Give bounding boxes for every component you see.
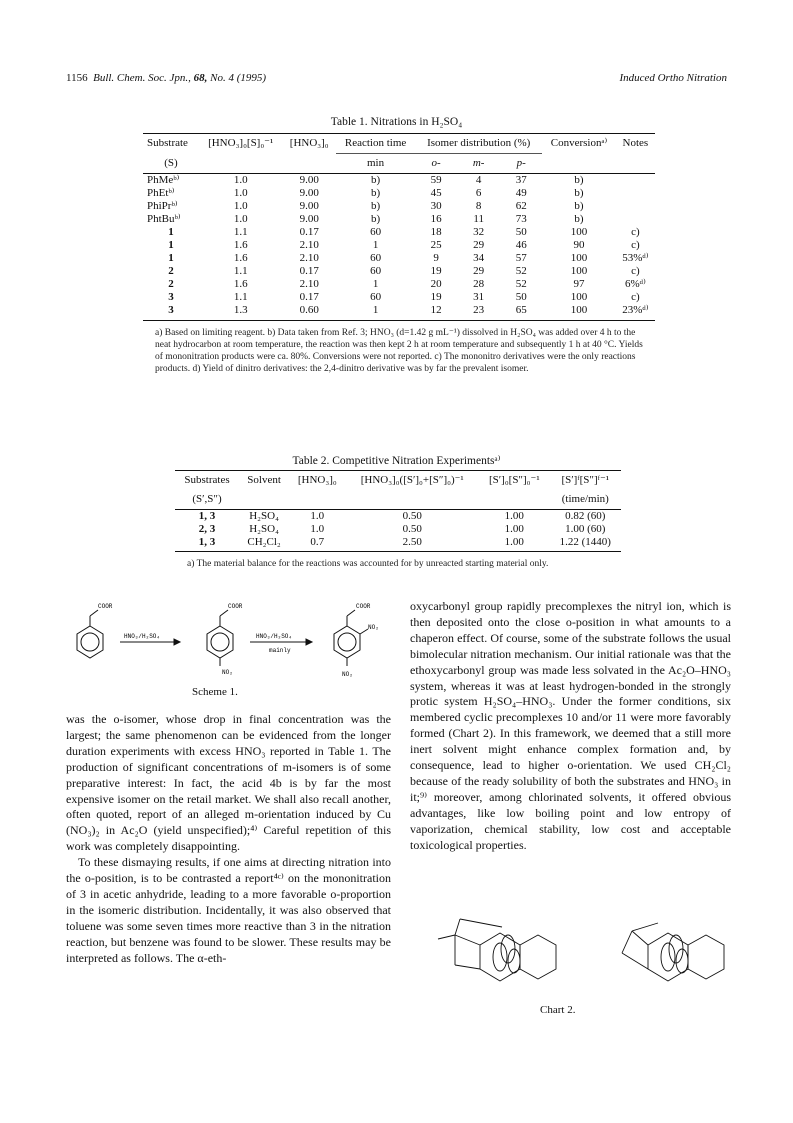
t2-col-ratio2: [S′]₀[S″]₀⁻¹ — [488, 474, 540, 486]
t1-cell: 100 — [570, 304, 588, 316]
t1-cell — [616, 174, 655, 188]
t1-cell: 60 — [370, 252, 382, 264]
t1-cell: 32 — [473, 226, 485, 238]
t1-cell: 18 — [430, 226, 442, 238]
t1-row — [143, 213, 655, 226]
t1-cell: 1.1 — [233, 226, 248, 238]
t2-cell: H₂SO₄ — [249, 510, 279, 522]
t1-cell: 60 — [370, 291, 382, 303]
t1-cell: 34 — [473, 252, 485, 264]
t1-cell: 23 — [473, 304, 485, 316]
t2-sub-e2 — [289, 490, 345, 510]
t1-sub-o: o- — [415, 154, 457, 174]
t1-cell: 60 — [370, 265, 382, 277]
t1-cell: 1 — [168, 226, 174, 238]
t1-cell: PhiPrᵇ⁾ — [147, 200, 178, 212]
t1-row — [143, 252, 655, 265]
t1-cell: 2 — [168, 265, 174, 277]
t2-cell: 1, 3 — [198, 510, 216, 522]
t2-col-ratio3: [S′]ᶠ[S″]ᶠ⁻¹ — [561, 474, 610, 486]
t1-cell — [616, 213, 655, 226]
t1-cell: 29 — [473, 265, 485, 277]
t1-cell: 1.0 — [233, 174, 248, 186]
scheme1-nitro-2: NO₂ — [368, 624, 379, 631]
t1-cell: 6 — [475, 187, 482, 199]
t1-row — [143, 239, 655, 252]
t1-cell: 100 — [570, 265, 588, 277]
t1-sub-empty1 — [199, 154, 283, 174]
left-paragraph-2: To these dismaying results, if one aims at directing nitration into the o-position, is to be contrasted a report⁴ᶜ⁾ on the mononitration of 3 in acetic anhydride, leading to a more favorable o-proportion in the isomeric distribution. Incidentally, it was also observed that toluene was some seven times more reactive than 3 in the nitration reaction, but benzene was found to be slower. These results may be interpreted as follows. The α-eth- — [66, 855, 391, 965]
t2-cell: 1.00 (60) — [565, 523, 606, 535]
t1-cell: 1.6 — [233, 278, 248, 290]
t1-cell: 1 — [168, 239, 174, 251]
table2-header-row — [175, 471, 621, 491]
table2 — [175, 470, 621, 570]
t2-sub-e4 — [479, 490, 550, 510]
scheme1-nitro-3: NO₂ — [342, 671, 353, 678]
t1-cell: 57 — [515, 252, 527, 264]
scheme1-group-2: COOR — [228, 603, 243, 610]
t1-cell: 1 — [372, 304, 379, 316]
t1-cell: 45 — [430, 187, 442, 199]
t1-cell: 50 — [515, 291, 527, 303]
t1-cell — [616, 187, 655, 200]
table2-footnote: a) The material balance for the reactions was accounted for by unreacted starting material only. — [187, 559, 549, 569]
t1-col-ratio: [HNO₃]₀[S]₀⁻¹ — [208, 137, 274, 150]
t1-cell: 0.17 — [299, 265, 319, 277]
t1-sub-empty2 — [282, 154, 335, 174]
t2-cell: 1, 3 — [198, 536, 216, 548]
t1-cell: 28 — [473, 278, 485, 290]
right-paragraph-1: oxycarbonyl group rapidly precomplexes the nitryl ion, which is then deposited onto the close o-position in what amounts to a chaperon effect. Of course, some of the substrate follows the usual bimolecular nitration mechanism. Our initial rationale was that the ethoxycarbonyl group was made less solvated in the Ac₂O–HNO₃ system, whereas it was at least hydrogen-bonded in the strongly protic system H₂SO₄–HNO₃. Under the former conditions, six membered cyclic precomplexes 10 and/or 11 were more favorably formed (Chart 2). In this framework, we deemed that a still more inert solvent might enhance complex formation and, by consequence, lead to higher o-orientation. We used CH₂Cl₂ because of the ready solubility of both the substrates and HNO₃ in it;⁹⁾ moreover, among chlorinated solvents, it offered obvious advantages, like low boiling point and low entropy of vaporization, chemical stability, low cost and acceptable toxicological properties. — [410, 599, 731, 852]
t1-cell: b) — [370, 187, 381, 199]
t1-cell: 37 — [515, 174, 527, 186]
table1-subheader-row — [143, 154, 655, 174]
t1-cell: 31 — [473, 291, 485, 303]
t1-cell: 9 — [433, 252, 439, 264]
t1-sub-empty4 — [616, 154, 655, 174]
t1-cell: 3 — [168, 291, 174, 303]
t2-sub-e3 — [345, 490, 479, 510]
t1-cell: 1.6 — [233, 239, 248, 251]
t1-cell: 52 — [515, 265, 527, 277]
t1-cell: 60 — [370, 226, 382, 238]
scheme1-group-1: COOR — [98, 603, 113, 610]
t1-row — [143, 200, 655, 213]
t2-cell: 1.0 — [310, 523, 325, 535]
t1-cell: PhEtᵇ⁾ — [147, 187, 175, 199]
t1-row — [143, 304, 655, 317]
scheme1-reagent-2-note: mainly — [269, 647, 291, 654]
t1-cell: PhtBuᵇ⁾ — [147, 213, 181, 225]
scheme1-reagent-1: HNO₃/H₂SO₄ — [124, 633, 161, 640]
t2-cell: 1.22 (1440) — [559, 536, 611, 548]
scheme1-label: Scheme 1. — [192, 686, 238, 698]
t1-cell: 1.1 — [233, 291, 248, 303]
t1-cell: 100 — [570, 291, 588, 303]
t2-row — [175, 510, 621, 524]
t2-sub-s: (S′,S″) — [192, 493, 222, 505]
chart2-drawing — [410, 905, 731, 1000]
t1-cell: 23%ᵈ⁾ — [622, 304, 649, 316]
t1-cell: 11 — [473, 213, 484, 225]
chart2-figure — [410, 905, 731, 1020]
t2-cell: 0.7 — [310, 536, 325, 548]
t1-cell: 1.6 — [233, 252, 248, 264]
t2-row — [175, 523, 621, 536]
left-column — [66, 712, 391, 967]
t1-col-isomer: Isomer distribution (%) — [427, 137, 531, 149]
scheme1-group-3: COOR — [356, 603, 371, 610]
t2-row — [175, 536, 621, 549]
t1-cell: 1.3 — [233, 304, 248, 316]
t1-cell: b) — [574, 187, 584, 199]
right-column — [410, 599, 731, 854]
t1-cell: 50 — [515, 226, 527, 238]
t1-cell: c) — [631, 265, 640, 277]
t1-cell: 65 — [515, 304, 527, 316]
t1-sub-s: (S) — [164, 156, 178, 169]
t1-cell: 6%ᵈ⁾ — [624, 278, 646, 290]
t1-cell: 46 — [515, 239, 527, 251]
t2-cell: 0.82 (60) — [565, 510, 606, 522]
t2-cell: 1.00 — [504, 510, 524, 522]
t1-cell: 59 — [430, 174, 442, 186]
table1-footnote: a) Based on limiting reagent. b) Data taken from Ref. 3; HNO₃ (d=1.42 g mL⁻¹) dissolved in H₂SO₄ was added over 4 h to the neat hydrocarbon at room temperature, the reaction was then kept 2 h at room temperature and subsequently 1 h at 40 °C. Yields of mononitration products were ca. 80%. Conversions were not reported. c) The mononitro derivatives were the only reactions products. d) Yield of dinitro derivatives: the 2,4-dinitro derivative was by far the prevalent isomer. — [155, 328, 643, 374]
t1-cell: 2.10 — [299, 278, 319, 290]
t1-cell: b) — [574, 174, 584, 186]
t2-cell: 1.00 — [504, 523, 524, 535]
t2-cell: H₂SO₄ — [249, 523, 279, 535]
t1-col-conversion: Conversionᵃ⁾ — [550, 137, 608, 150]
t1-cell: b) — [370, 174, 381, 186]
t2-col-substrates: Substrates — [184, 474, 230, 486]
t1-cell: 52 — [515, 278, 527, 290]
t1-sub-p: p- — [500, 154, 542, 174]
t2-sub-time: (time/min) — [561, 493, 609, 505]
t1-cell: PhMeᵇ⁾ — [147, 174, 180, 186]
t1-cell: b) — [370, 213, 381, 225]
t1-cell: 1 — [372, 278, 379, 290]
t1-cell: b) — [370, 200, 381, 212]
scheme1-nitro-1: NO₂ — [222, 669, 233, 676]
scheme1-reagent-2: HNO₃/H₂SO₄ — [256, 633, 293, 640]
t1-row — [143, 278, 655, 291]
t2-col-solvent: Solvent — [247, 474, 281, 486]
t2-cell: CH₂Cl₂ — [247, 536, 281, 548]
t1-cell: 53%ᵈ⁾ — [622, 252, 649, 264]
t1-cell: c) — [631, 239, 640, 251]
running-header-left: 1156 Bull. Chem. Soc. Jpn., 68, No. 4 (1995) — [66, 72, 267, 84]
t1-cell: 9.00 — [299, 213, 319, 225]
t1-cell: 0.60 — [299, 304, 319, 316]
table1 — [143, 133, 655, 375]
t1-cell: 1.0 — [233, 213, 248, 225]
t1-cell: 62 — [515, 200, 527, 212]
t1-cell: 100 — [570, 226, 588, 238]
t2-col-ratio1: [HNO₃]₀([S′]₀+[S″]₀)⁻¹ — [360, 474, 464, 486]
t1-col-substrate: Substrate — [147, 137, 188, 150]
t1-row — [143, 174, 655, 188]
t1-cell: 0.17 — [299, 226, 319, 238]
table2-subheader-row — [175, 490, 621, 510]
t1-cell: 1.0 — [233, 200, 248, 212]
t1-cell: 2 — [168, 278, 174, 290]
t1-col-hno3: [HNO₃]₀ — [289, 137, 329, 150]
t1-row — [143, 187, 655, 200]
t1-cell: 19 — [430, 291, 442, 303]
t1-cell: 29 — [473, 239, 485, 251]
t1-cell: b) — [574, 200, 584, 212]
scheme1-figure — [62, 598, 392, 708]
t1-cell: 1.0 — [233, 187, 248, 199]
t1-cell: 2.10 — [299, 239, 319, 251]
scheme1-drawing — [62, 598, 392, 698]
t2-cell: 2, 3 — [198, 523, 216, 535]
t1-sub-empty3 — [542, 154, 616, 174]
t1-cell: 97 — [573, 278, 585, 290]
left-paragraph-1: was the o-isomer, whose drop in final concentration was the largest; the same phenomenon can be evidenced from the longer duration experiments with excess HNO₃ reported in Table 1. The production of significant concentrations of m-isomers is of some preparative interest: In fact, the acid 4b is by far the most expensive isomer on the retail market. We shall also recall another, often quoted, report of an alleged m-orientation induced by Cu (NO₃)₂ in Ac₂O (yield unspecified);⁴⁾ Careful repetition of this work was completely disappointing. — [66, 712, 391, 854]
t1-cell — [616, 200, 655, 213]
t1-cell: 9.00 — [299, 200, 319, 212]
t1-cell: 100 — [570, 252, 588, 264]
t1-cell: 3 — [168, 304, 174, 316]
table2-caption: Table 2. Competitive Nitration Experimentsᵃ⁾ — [292, 455, 501, 467]
t1-cell: 1 — [372, 239, 379, 251]
t1-cell: 73 — [515, 213, 527, 225]
table1-header-row — [143, 134, 655, 154]
t1-cell: 9.00 — [299, 187, 319, 199]
t1-cell: 25 — [430, 239, 442, 251]
t1-cell: c) — [631, 226, 640, 238]
t1-cell: 8 — [475, 200, 482, 212]
t1-cell: 4 — [475, 174, 482, 186]
t1-sub-min: min — [336, 154, 415, 174]
t1-cell: 0.17 — [299, 291, 319, 303]
t1-cell: 16 — [430, 213, 442, 225]
t1-cell: b) — [574, 213, 584, 225]
t1-cell: 19 — [430, 265, 442, 277]
t2-cell: 1.00 — [504, 536, 524, 548]
t1-cell: 2.10 — [299, 252, 319, 264]
t1-cell: 49 — [515, 187, 527, 199]
t1-row — [143, 265, 655, 278]
t1-col-notes: Notes — [622, 137, 649, 150]
t1-row — [143, 226, 655, 239]
t2-cell: 1.0 — [310, 510, 325, 522]
t1-cell: 20 — [430, 278, 442, 290]
t2-col-hno3: [HNO₃]₀ — [297, 474, 337, 486]
t2-sub-e1 — [239, 490, 289, 510]
table1-caption: Table 1. Nitrations in H₂SO₄ — [330, 116, 463, 128]
t1-row — [143, 291, 655, 304]
chart2-label: Chart 2. — [540, 1004, 576, 1016]
t2-cell: 2.50 — [402, 536, 422, 548]
t1-cell: 1.1 — [233, 265, 248, 277]
t2-cell: 0.50 — [402, 523, 422, 535]
t1-cell: 1 — [168, 252, 174, 264]
t1-cell: 90 — [573, 239, 585, 251]
t1-cell: 9.00 — [299, 174, 319, 186]
t1-col-time: Reaction time — [344, 137, 407, 149]
t1-cell: c) — [631, 291, 640, 303]
t1-sub-m: m- — [457, 154, 500, 174]
t1-cell: 12 — [430, 304, 442, 316]
t2-cell: 0.50 — [402, 510, 422, 522]
running-title: Induced Ortho Nitration — [619, 72, 727, 84]
t1-cell: 30 — [430, 200, 442, 212]
